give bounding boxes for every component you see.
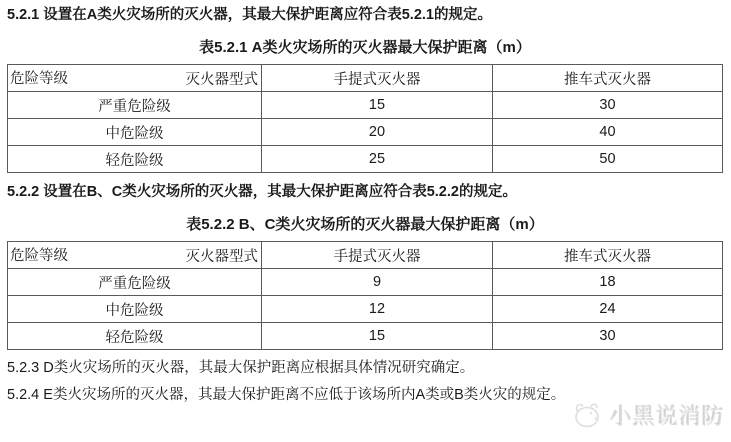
cell-portable-distance: 25 [262, 146, 493, 173]
column-header-portable: 手提式灭火器 [262, 242, 493, 269]
table-row [8, 119, 723, 146]
table-5-2-1 [7, 64, 723, 173]
section-heading-5-2-1: 5.2.1 设置在A类火灾场所的灭火器，其最大保护距离应符合表5.2.1的规定。 [7, 7, 492, 23]
row-label: 严重危险级 [8, 269, 262, 296]
corner-header-hazard-level: 危险等级 [10, 71, 68, 88]
section-heading-5-2-3: 5.2.3 D类火灾场所的灭火器，其最大保护距离应根据具体情况研究确定。 [7, 360, 475, 377]
corner-header-cell [8, 65, 262, 92]
table-5-2-2 [7, 241, 723, 350]
section-heading-5-2-2: 5.2.2 设置在B、C类火灾场所的灭火器，其最大保护距离应符合表5.2.2的规定。 [7, 184, 517, 201]
watermark-label: 小黑说消防 [609, 404, 725, 429]
cell-wheeled-distance: 40 [493, 119, 723, 146]
table-row [8, 146, 723, 173]
table-header-row [8, 65, 723, 92]
cell-wheeled-distance: 18 [493, 269, 723, 296]
corner-header-extinguisher-type: 灭火器型式 [185, 249, 258, 266]
row-label: 轻危险级 [8, 323, 262, 350]
cell-wheeled-distance: 30 [493, 92, 723, 119]
cell-portable-distance: 20 [262, 119, 493, 146]
table-5-2-1-title: 表5.2.1 A类火灾场所的灭火器最大保护距离（m） [199, 39, 531, 57]
row-label: 中危险级 [8, 296, 262, 323]
section-heading-5-2-4: 5.2.4 E类火灾场所的灭火器，其最大保护距离不应低于该场所内A类或B类火灾的规定。 [7, 387, 566, 404]
table-row [8, 92, 723, 119]
column-header-portable: 手提式灭火器 [262, 65, 493, 92]
row-label: 轻危险级 [8, 146, 262, 173]
corner-header-extinguisher-type: 灭火器型式 [185, 72, 258, 89]
row-label: 严重危险级 [8, 92, 262, 119]
table-row [8, 269, 723, 296]
cell-wheeled-distance: 24 [493, 296, 723, 323]
cell-wheeled-distance: 50 [493, 146, 723, 173]
table-5-2-2-title: 表5.2.2 B、C类火灾场所的灭火器最大保护距离（m） [186, 216, 544, 234]
cell-portable-distance: 15 [262, 92, 493, 119]
table-header-row [8, 242, 723, 269]
cat-mascot-icon [571, 401, 605, 431]
watermark [571, 400, 725, 431]
cell-portable-distance: 15 [262, 323, 493, 350]
cell-wheeled-distance: 30 [493, 323, 723, 350]
table-row [8, 323, 723, 350]
column-header-wheeled: 推车式灭火器 [493, 242, 723, 269]
row-label: 中危险级 [8, 119, 262, 146]
table-row [8, 296, 723, 323]
corner-header-cell [8, 242, 262, 269]
cell-portable-distance: 9 [262, 269, 493, 296]
corner-header-hazard-level: 危险等级 [10, 248, 68, 265]
column-header-wheeled: 推车式灭火器 [493, 65, 723, 92]
cell-portable-distance: 12 [262, 296, 493, 323]
